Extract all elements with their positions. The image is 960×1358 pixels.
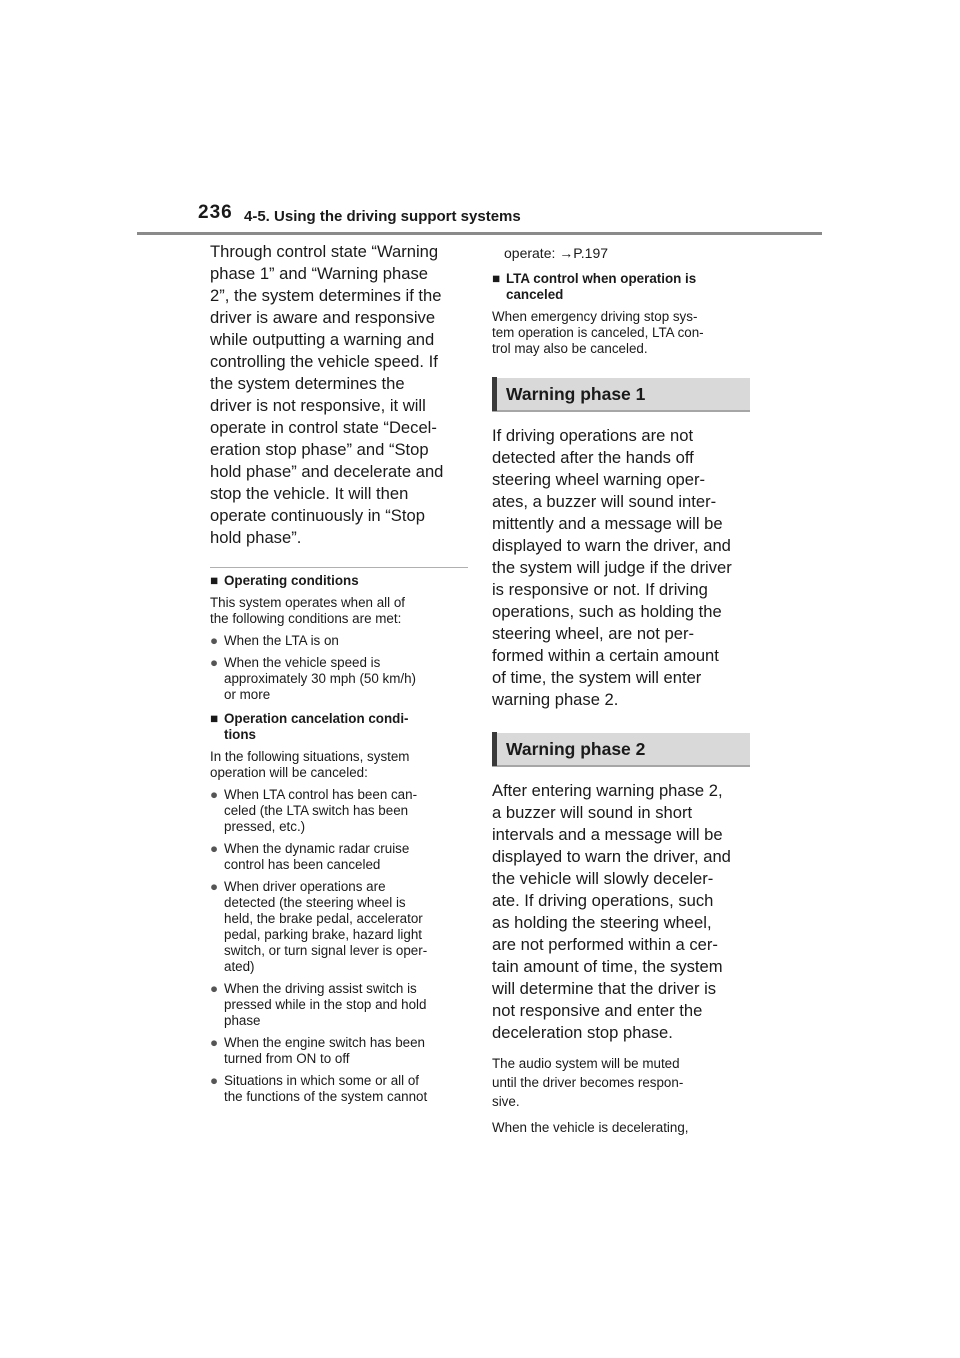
text-line: stop the vehicle. It will then bbox=[210, 484, 409, 503]
bullet-icon: ● bbox=[210, 633, 219, 648]
list-item bbox=[210, 981, 470, 1029]
cancel-note bbox=[210, 749, 470, 781]
text-line: a buzzer will sound in short bbox=[492, 803, 693, 822]
square-icon: ■ bbox=[210, 711, 219, 726]
text-line: the system will judge if the driver bbox=[492, 558, 732, 577]
right-column bbox=[492, 240, 752, 1137]
text-line: When emergency driving stop sys- bbox=[492, 309, 698, 324]
text-line: ates, a buzzer will sound inter- bbox=[492, 492, 717, 511]
text-line: displayed to warn the driver, and bbox=[492, 847, 731, 866]
text-line: operation will be canceled: bbox=[210, 765, 368, 780]
text-line: is responsive or not. If driving bbox=[492, 580, 708, 599]
text-line: held, the brake pedal, accelerator bbox=[224, 911, 423, 926]
text-line: of time, the system will enter bbox=[492, 668, 702, 687]
text-line: or more bbox=[224, 687, 271, 702]
text-line: This system operates when all of bbox=[210, 595, 405, 610]
operating-note bbox=[210, 595, 470, 627]
heading-text: Operating conditions bbox=[224, 573, 359, 588]
page-header bbox=[0, 0, 960, 240]
text-line: When driver operations are bbox=[224, 879, 386, 894]
square-icon: ■ bbox=[492, 271, 501, 286]
text-line: driver is aware and responsive bbox=[210, 308, 436, 327]
list-item bbox=[210, 879, 470, 975]
text-line: When the LTA is on bbox=[224, 633, 339, 648]
text-line: hold phase”. bbox=[210, 528, 302, 547]
list-item bbox=[210, 787, 470, 835]
text-line: warning phase 2. bbox=[492, 690, 619, 709]
heading-text: Warning phase 2 bbox=[506, 738, 646, 759]
heading-bar bbox=[492, 377, 497, 411]
text-line: the vehicle will slowly deceler- bbox=[492, 869, 714, 888]
text-line: steering wheel warning oper- bbox=[492, 470, 706, 489]
text-line: tain amount of time, the system bbox=[492, 957, 723, 976]
list-item bbox=[210, 841, 470, 873]
text-line: operations, such as holding the bbox=[492, 602, 722, 621]
text-line: the following conditions are met: bbox=[210, 611, 402, 626]
text-line: When the dynamic radar cruise bbox=[224, 841, 410, 856]
text-line: pressed while in the stop and hold bbox=[224, 997, 427, 1012]
bullet-icon: ● bbox=[210, 1073, 219, 1088]
heading-text: canceled bbox=[506, 287, 564, 302]
text-line: When the engine switch has been bbox=[224, 1035, 425, 1050]
text-line: When the vehicle is decelerating, bbox=[492, 1120, 689, 1135]
text-line: turned from ON to off bbox=[224, 1051, 350, 1066]
lta-note bbox=[492, 309, 752, 357]
bullet-icon: ● bbox=[210, 787, 219, 802]
text-line: controlling the vehicle speed. If bbox=[210, 352, 438, 371]
list-item bbox=[210, 1035, 470, 1067]
text-line: celed (the LTA switch has been bbox=[224, 803, 409, 818]
intro-paragraph bbox=[210, 241, 470, 549]
bullet-icon: ● bbox=[210, 1035, 219, 1050]
warning-phase-2-body bbox=[492, 780, 752, 1044]
section-divider bbox=[210, 567, 468, 568]
text-line: are not performed within a cer- bbox=[492, 935, 718, 954]
text-line: steering wheel, are not per- bbox=[492, 624, 695, 643]
text-line: The audio system will be muted bbox=[492, 1056, 680, 1071]
bullet-icon: ● bbox=[210, 841, 219, 856]
bullet-icon: ● bbox=[210, 981, 219, 996]
text-line: If driving operations are not bbox=[492, 426, 694, 445]
text-line: phase bbox=[224, 1013, 261, 1028]
text-line: switch, or turn signal lever is oper- bbox=[224, 943, 428, 958]
text-line: as holding the steering wheel, bbox=[492, 913, 712, 932]
decel-note bbox=[492, 1118, 752, 1137]
text-line: sive. bbox=[492, 1094, 520, 1109]
bullet-icon: ● bbox=[210, 879, 219, 894]
text-line: pressed, etc.) bbox=[224, 819, 306, 834]
text-line: detected (the steering wheel is bbox=[224, 895, 406, 910]
audio-note bbox=[492, 1054, 752, 1111]
heading-text: tions bbox=[224, 727, 256, 742]
heading-text: Warning phase 1 bbox=[506, 383, 646, 404]
heading-bar bbox=[492, 732, 497, 766]
text-line: When LTA control has been can- bbox=[224, 787, 418, 802]
text-line: After entering warning phase 2, bbox=[492, 781, 723, 800]
lta-canceled-heading bbox=[492, 271, 752, 303]
continued-text: operate: →P.197 bbox=[504, 245, 609, 261]
text-line: the system determines the bbox=[210, 374, 405, 393]
list-item bbox=[210, 633, 470, 649]
text-line: the functions of the system cannot bbox=[224, 1089, 428, 1104]
text-line: while outputting a warning and bbox=[210, 330, 435, 349]
text-line: driver is not responsive, it will bbox=[210, 396, 426, 415]
text-line: operate continuously in “Stop bbox=[210, 506, 425, 525]
section-title: 4-5. Using the driving support systems bbox=[244, 208, 521, 225]
text-line: 2”, the system determines if the bbox=[210, 286, 442, 305]
square-icon: ■ bbox=[210, 573, 219, 588]
left-column bbox=[210, 240, 470, 1105]
text-line: Through control state “Warning bbox=[210, 242, 439, 261]
text-line: hold phase” and decelerate and bbox=[210, 462, 444, 481]
text-line: tem operation is canceled, LTA con- bbox=[492, 325, 704, 340]
text-line: eration stop phase” and “Stop bbox=[210, 440, 429, 459]
text-line: When the driving assist switch is bbox=[224, 981, 417, 996]
heading-text: Operation cancelation condi- bbox=[224, 711, 409, 726]
text-line: intervals and a message will be bbox=[492, 825, 723, 844]
text-line: ate. If driving operations, such bbox=[492, 891, 714, 910]
text-line: control has been canceled bbox=[224, 857, 381, 872]
text-line: Situations in which some or all of bbox=[224, 1073, 420, 1088]
text-line: pedal, parking brake, hazard light bbox=[224, 927, 423, 942]
text-line: In the following situations, system bbox=[210, 749, 410, 764]
text-line: will determine that the driver is bbox=[492, 979, 717, 998]
header-rule bbox=[137, 232, 822, 235]
text-line: not responsive and enter the bbox=[492, 1001, 703, 1020]
operating-conditions-heading bbox=[210, 573, 470, 589]
bullet-icon: ● bbox=[210, 655, 219, 670]
page-number: 236 bbox=[198, 202, 233, 223]
heading-text: LTA control when operation is bbox=[506, 271, 697, 286]
list-item bbox=[210, 1073, 470, 1105]
text-line: until the driver becomes respon- bbox=[492, 1075, 684, 1090]
text-line: approximately 30 mph (50 km/h) bbox=[224, 671, 417, 686]
list-item bbox=[210, 655, 470, 703]
text-line: trol may also be canceled. bbox=[492, 341, 648, 356]
text-line: ated) bbox=[224, 959, 255, 974]
text-line: deceleration stop phase. bbox=[492, 1023, 673, 1042]
text-line: formed within a certain amount bbox=[492, 646, 719, 665]
text-line: operate in control state “Decel- bbox=[210, 418, 437, 437]
warning-phase-1-heading bbox=[492, 378, 750, 412]
text-line: When the vehicle speed is bbox=[224, 655, 381, 670]
warning-phase-2-heading bbox=[492, 733, 750, 767]
text-line: mittently and a message will be bbox=[492, 514, 723, 533]
text-line: detected after the hands off bbox=[492, 448, 694, 467]
text-line: phase 1” and “Warning phase bbox=[210, 264, 429, 283]
cancel-conditions-heading bbox=[210, 711, 470, 743]
text-line: displayed to warn the driver, and bbox=[492, 536, 731, 555]
warning-phase-1-body bbox=[492, 425, 752, 711]
